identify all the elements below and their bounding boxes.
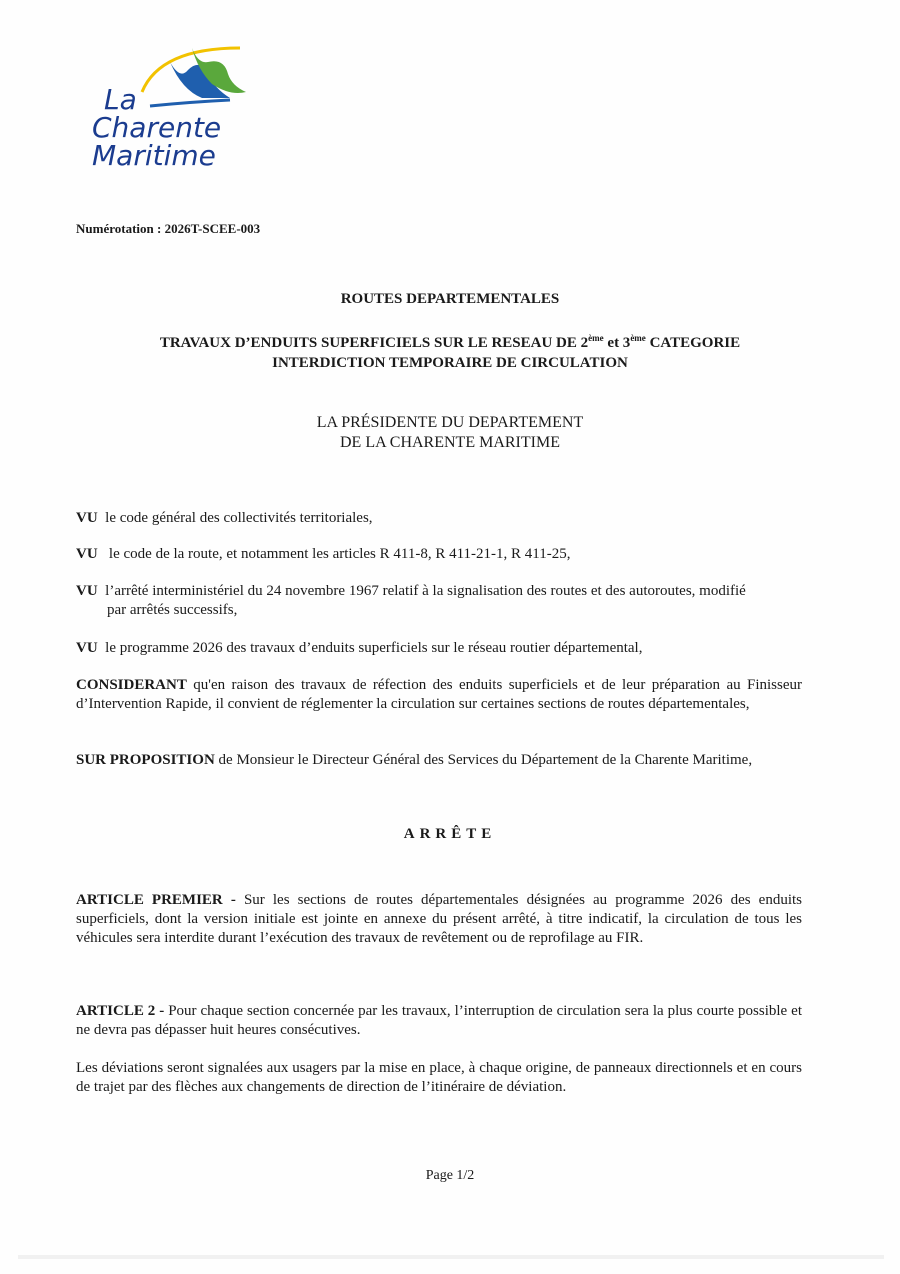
article1-text: Sur les sections de routes départementales désignées au programme 2026 des enduits superficiels, dont la version initiale est jointe en annexe du présent arrêté, à titre indicatif, la circulation de tous les véhicules sera interdite durant l’exécution des travaux de revêtement ou de reprofilage au FIR. <box>76 892 802 946</box>
considerant <box>76 676 802 714</box>
vu-text: l’arrêté interministériel du 24 novembre 1967 relatif à la signalisation des routes et des autoroutes, modifié <box>105 583 746 599</box>
arrete-heading: ARRÊTE <box>403 826 497 842</box>
scan-edge <box>18 1255 884 1259</box>
logo-line-la: La <box>104 83 137 116</box>
vu-text: le code général des collectivités territoriales, <box>105 510 373 526</box>
sur-proposition <box>76 751 802 770</box>
vu-label: VU <box>76 546 98 562</box>
faded-stamp <box>192 1048 312 1108</box>
article-premier <box>76 891 802 948</box>
vu-item-4 <box>76 639 802 658</box>
vu-label: VU <box>76 583 98 599</box>
article2-label: ARTICLE 2 - <box>76 1003 165 1019</box>
vu-label: VU <box>76 640 98 656</box>
article2-text: Pour chaque section concernée par les travaux, l’interruption de circulation sera la plus courte possible et ne devra pas dépasser huit heures consécutives. <box>76 1003 802 1038</box>
title-travaux-part-a: TRAVAUX D’ENDUITS SUPERFICIELS SUR LE RESEAU DE 2 <box>159 335 589 351</box>
vu-item-3 <box>76 582 802 620</box>
vu-item-2 <box>76 545 802 564</box>
logo-line-charente: Charente <box>92 111 222 144</box>
vu-text: le code de la route, et notamment les articles R 411-8, R 411-21-1, R 411-25, <box>108 546 571 562</box>
numerotation: Numérotation : 2026T-SCEE-003 <box>76 221 261 236</box>
vu-text-continued: par arrêtés successifs, <box>107 602 238 618</box>
considerant-text: qu'en raison des travaux de réfection des enduits superficiels et de leur préparation au Finisseur d’Intervention Rapide, il convient de réglementer la circulation sur certaines sections de routes départementales, <box>76 677 802 712</box>
vu-text: le programme 2026 des travaux d’enduits superficiels sur le réseau routier départemental, <box>105 640 643 656</box>
title-travaux-line1 <box>0 328 900 353</box>
vu-item-1 <box>76 509 802 528</box>
article-2 <box>76 1002 802 1040</box>
title-travaux-part-b: et 3 <box>603 335 631 351</box>
logo-line-maritime: Maritime <box>92 139 216 172</box>
logo <box>90 40 260 180</box>
proposition-text: de Monsieur le Directeur Général des Services du Département de la Charente Maritime, <box>218 752 753 768</box>
article1-label: ARTICLE PREMIER - <box>76 892 236 908</box>
vu-line <box>76 582 802 601</box>
article-2-deviations: Les déviations seront signalées aux usagers par la mise en place, à chaque origine, de panneaux directionnels et en cours de trajet par des flèches aux changements de direction de l’itinéraire de déviation. <box>76 1060 802 1095</box>
considerant-label: CONSIDERANT <box>76 677 187 693</box>
proposition-label: SUR PROPOSITION <box>76 752 215 768</box>
title-travaux <box>0 328 900 373</box>
title-sup-2: ème <box>630 333 646 343</box>
vu-label: VU <box>76 510 98 526</box>
logo-text <box>92 83 222 172</box>
presidente-line2: DE LA CHARENTE MARITIME <box>340 434 560 451</box>
title-travaux-part-c: CATEGORIE <box>645 335 741 351</box>
title-interdiction: INTERDICTION TEMPORAIRE DE CIRCULATION <box>272 355 628 371</box>
presidente-line1: LA PRÉSIDENTE DU DEPARTEMENT <box>316 414 584 431</box>
page-number: Page 1/2 <box>425 1168 475 1183</box>
presidente-heading <box>0 413 900 453</box>
title-sup-1: ème <box>588 333 604 343</box>
title-routes: ROUTES DEPARTEMENTALES <box>340 291 560 307</box>
